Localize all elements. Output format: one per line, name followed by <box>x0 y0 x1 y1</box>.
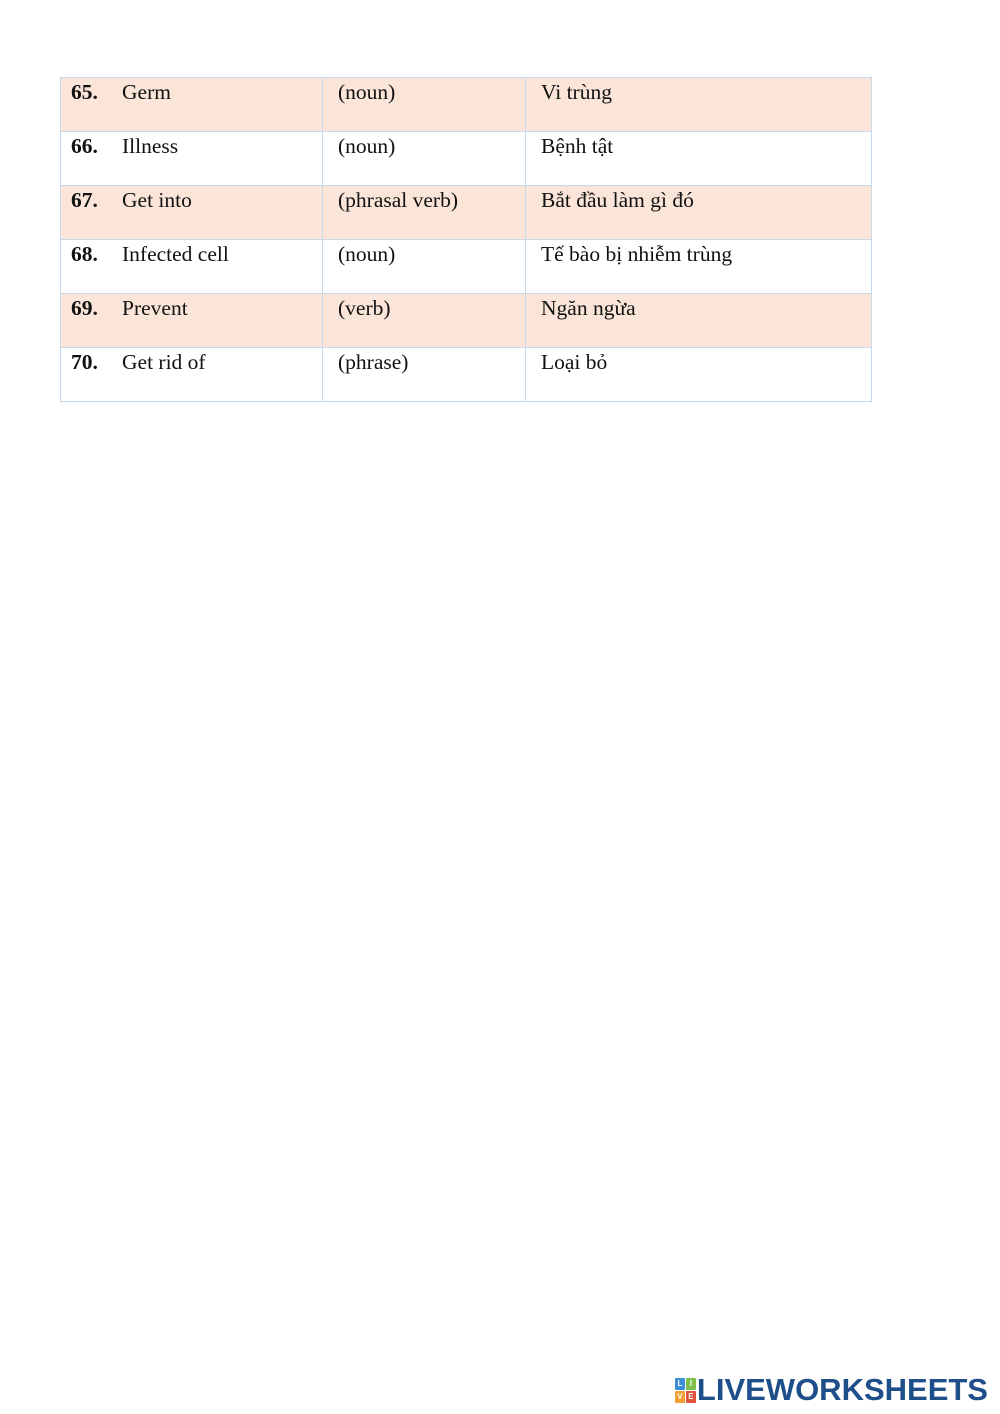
logo-mark-icon <box>675 1378 695 1402</box>
word-cell <box>61 294 323 348</box>
vocab-word: Prevent <box>122 296 188 320</box>
word-cell <box>61 132 323 186</box>
word-cell <box>61 78 323 132</box>
word-cell <box>61 186 323 240</box>
word-cell <box>61 240 323 294</box>
logo-mark-tile: E <box>686 1391 696 1403</box>
type-cell <box>323 240 526 294</box>
table-row <box>61 186 872 240</box>
liveworksheets-logo[interactable] <box>675 1372 988 1408</box>
word-type: (phrase) <box>338 350 409 374</box>
word-meaning: Bệnh tật <box>541 134 614 158</box>
logo-mark-tile: V <box>675 1391 685 1403</box>
word-meaning: Ngăn ngừa <box>541 296 636 320</box>
word-meaning: Tế bào bị nhiễm trùng <box>541 242 733 266</box>
vocab-word: Illness <box>122 134 179 158</box>
table-row <box>61 132 872 186</box>
meaning-cell <box>526 186 872 240</box>
table-row <box>61 348 872 402</box>
item-number: 68. <box>71 242 98 266</box>
type-cell <box>323 78 526 132</box>
word-type: (noun) <box>338 134 396 158</box>
vocab-word: Germ <box>122 80 171 104</box>
word-cell <box>61 348 323 402</box>
item-number: 65. <box>71 80 98 104</box>
vocab-word: Get rid of <box>122 350 206 374</box>
type-cell <box>323 132 526 186</box>
meaning-cell <box>526 294 872 348</box>
word-meaning: Bắt đầu làm gì đó <box>541 188 694 212</box>
item-number: 69. <box>71 296 98 320</box>
logo-mark-tile: L <box>675 1378 685 1390</box>
meaning-cell <box>526 78 872 132</box>
word-type: (phrasal verb) <box>338 188 458 212</box>
word-type: (verb) <box>338 296 391 320</box>
type-cell <box>323 348 526 402</box>
table-row <box>61 294 872 348</box>
word-type: (noun) <box>338 242 396 266</box>
meaning-cell <box>526 348 872 402</box>
item-number: 66. <box>71 134 98 158</box>
vocab-word: Get into <box>122 188 192 212</box>
word-meaning: Vi trùng <box>541 80 612 104</box>
type-cell <box>323 294 526 348</box>
logo-mark-tile: I <box>686 1378 696 1390</box>
item-number: 67. <box>71 188 98 212</box>
word-meaning: Loại bỏ <box>541 350 608 374</box>
vocab-word: Infected cell <box>122 242 229 266</box>
meaning-cell <box>526 132 872 186</box>
table-row <box>61 240 872 294</box>
vocabulary-table <box>60 77 872 402</box>
word-type: (noun) <box>338 80 396 104</box>
table-row <box>61 78 872 132</box>
logo-text: LIVEWORKSHEETS <box>696 1372 988 1407</box>
type-cell <box>323 186 526 240</box>
meaning-cell <box>526 240 872 294</box>
item-number: 70. <box>71 350 98 374</box>
